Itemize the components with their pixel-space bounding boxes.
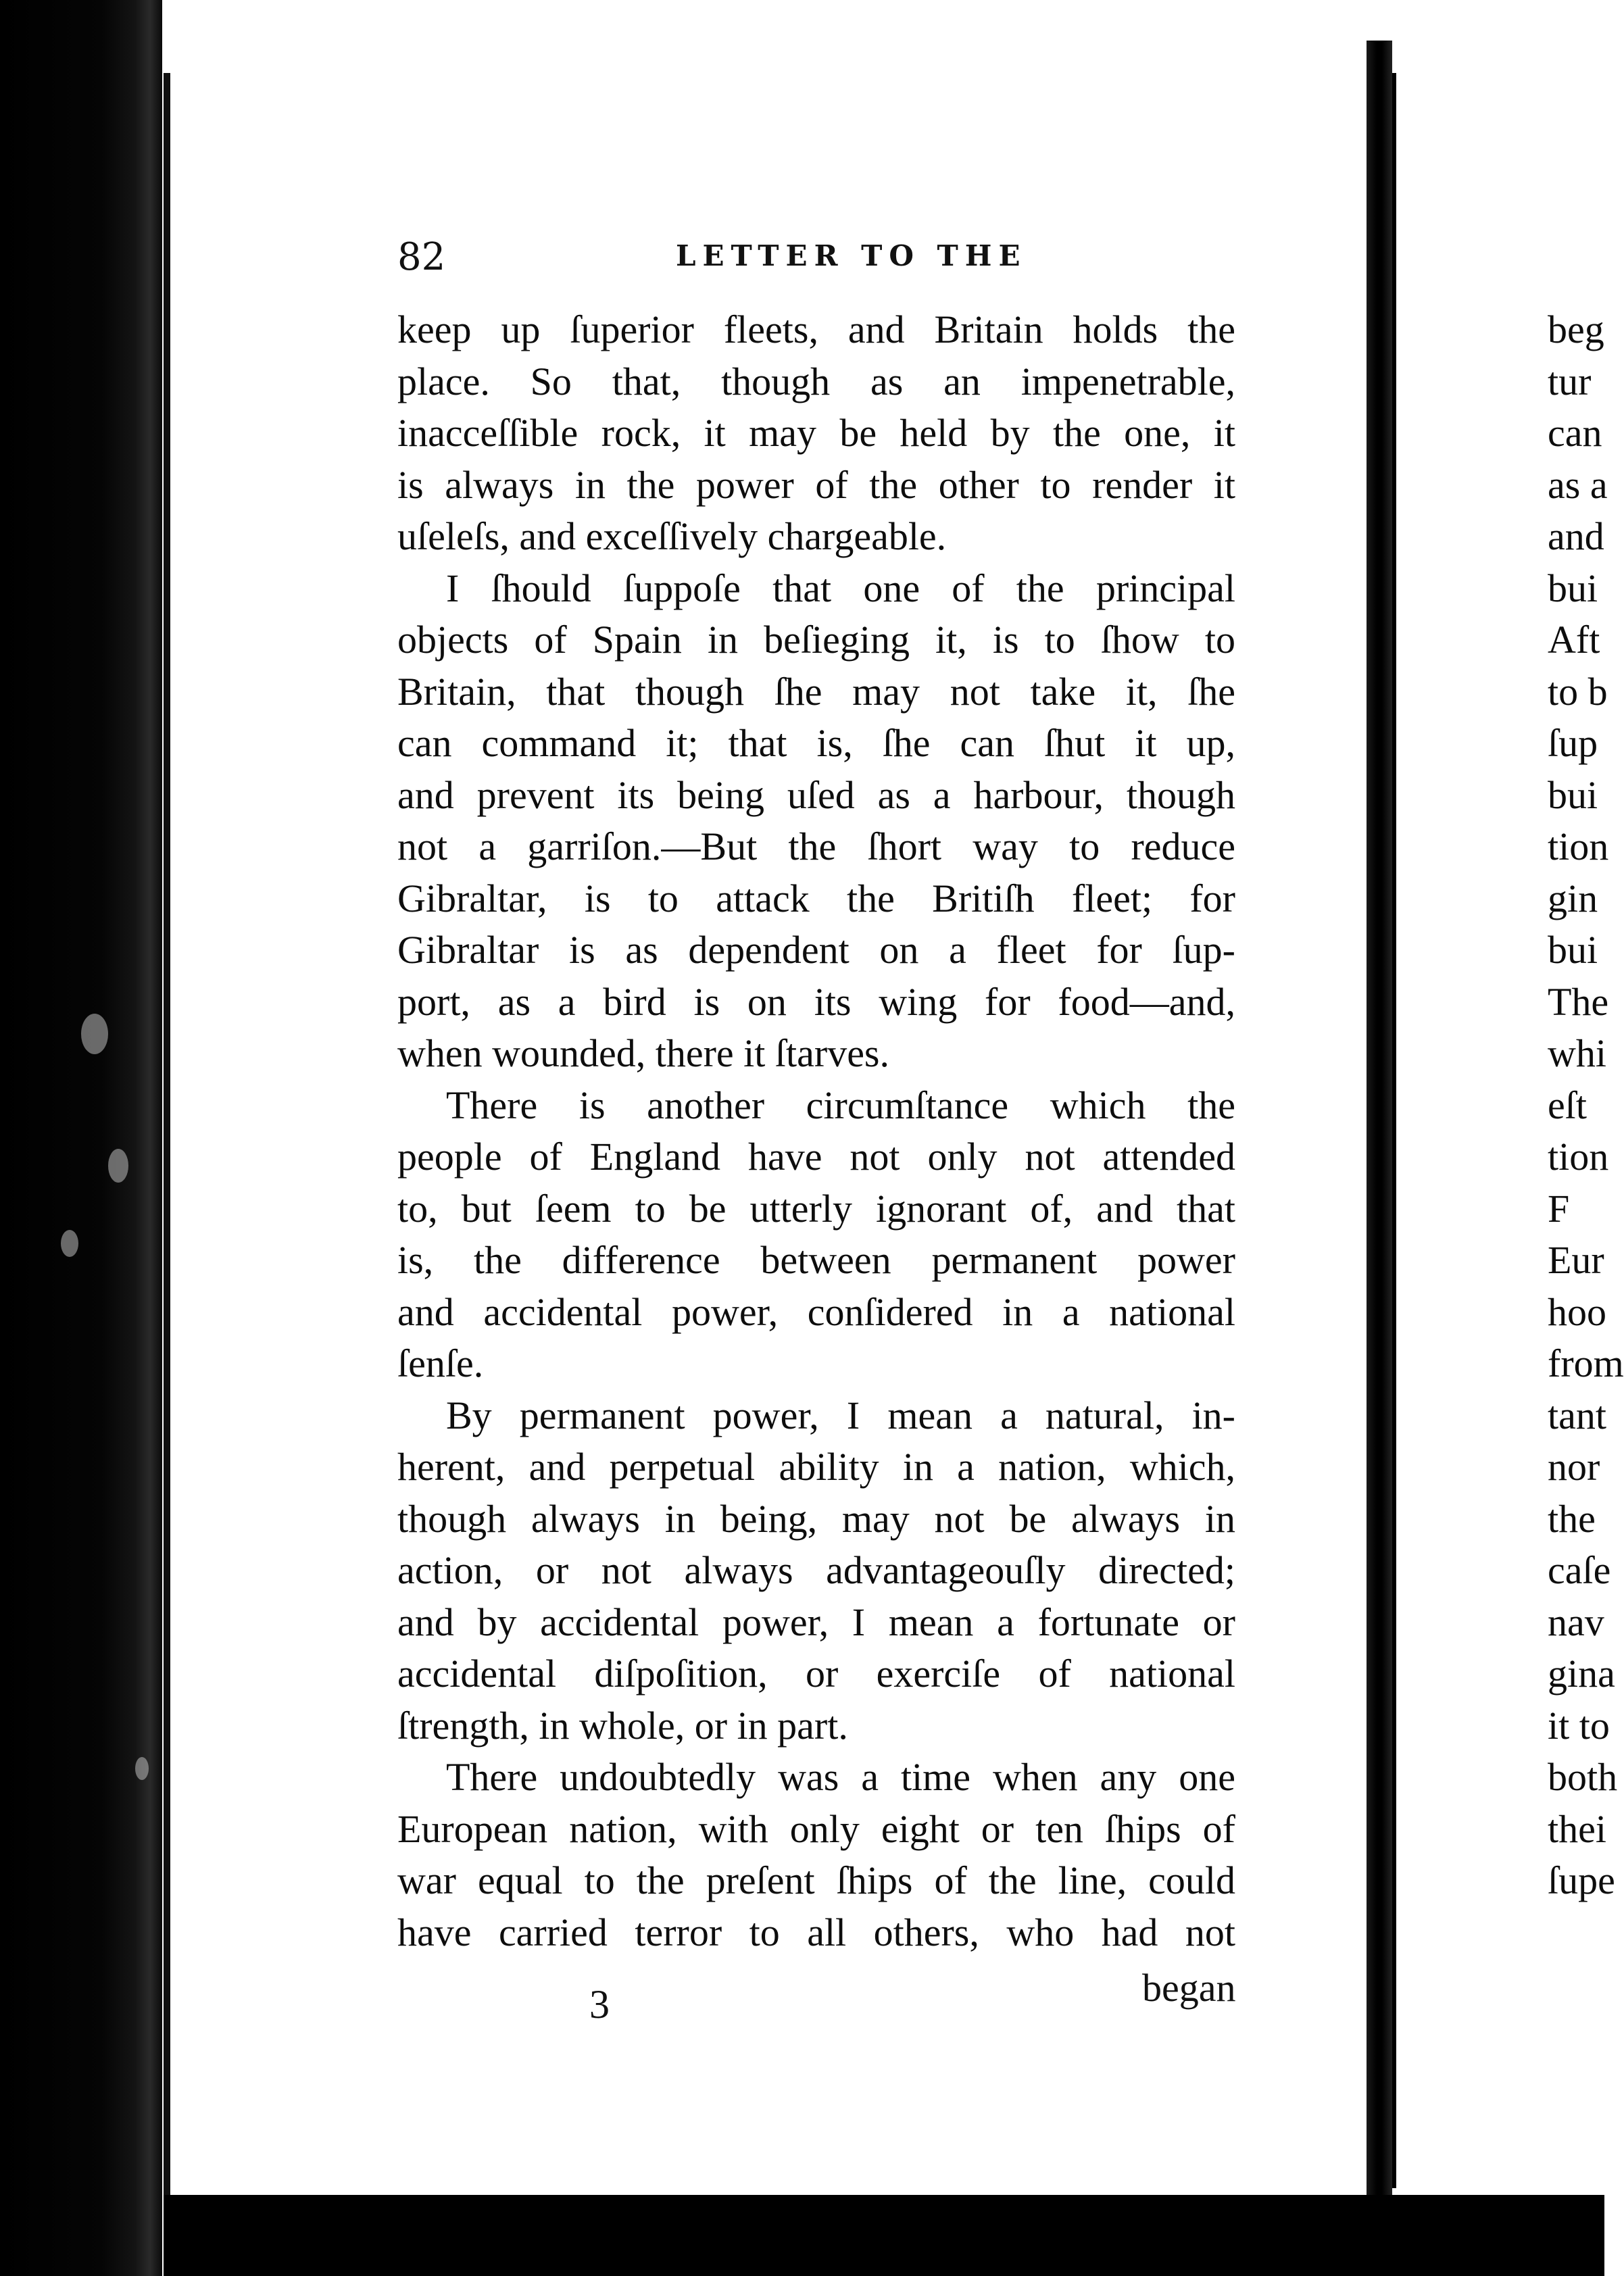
text-line: inacceſſible rock, it may be held by the one, it — [397, 411, 1235, 455]
text-line: keep up ſuperior fleets, and Britain holds the — [397, 307, 1235, 351]
right-page-fragment: both — [1548, 1755, 1618, 1799]
text-line: and accidental power, conſidered in a national — [397, 1289, 1235, 1334]
text-line: uſeleſs, and exceſſively chargeable. — [397, 514, 947, 558]
text-line: is always in the power of the other to render it — [397, 462, 1235, 507]
right-page-fragment: The — [1548, 979, 1609, 1024]
text-line: is, the difference between permanent power — [397, 1238, 1235, 1282]
text-line: port, as a bird is on its wing for food—and, — [397, 979, 1235, 1024]
text-line: and by accidental power, I mean a fortunate or — [397, 1600, 1235, 1644]
right-page-fragment: bui — [1548, 566, 1598, 610]
page-gutter — [1367, 41, 1392, 2230]
right-page-fragment: bui — [1548, 772, 1598, 817]
right-page-fragment: caſe — [1548, 1548, 1611, 1592]
right-page-fragment: eſt — [1548, 1083, 1587, 1127]
right-page-fragment: ſup — [1548, 721, 1598, 765]
text-line: Gibraltar, is to attack the Britiſh fleet; for — [397, 876, 1235, 920]
page-number: 82 — [397, 235, 446, 279]
text-line: By permanent power, I mean a natural, in- — [446, 1393, 1235, 1437]
right-page-fragment: gin — [1548, 876, 1598, 920]
text-line: though always in being, may not be always in — [397, 1496, 1235, 1541]
text-line: There is another circumſtance which the — [446, 1083, 1235, 1127]
text-line: objects of Spain in beſieging it, is to ſhow to — [397, 618, 1235, 662]
binding-speck — [81, 1014, 108, 1054]
text-line: people of England have not only not attended — [397, 1135, 1235, 1179]
right-page-fragment: as a — [1548, 462, 1608, 507]
text-line: herent, and perpetual ability in a nation, which, — [397, 1445, 1235, 1489]
right-page-fragment: the — [1548, 1496, 1596, 1541]
text-line: place. So that, though as an impenetrable, — [397, 359, 1235, 403]
text-line: Britain, that though ſhe may not take it, ſhe — [397, 669, 1235, 714]
text-line: ſtrength, in whole, or in part. — [397, 1703, 848, 1748]
text-line: ſenſe. — [397, 1341, 484, 1385]
binding-speck — [135, 1757, 149, 1780]
text-line: I ſhould ſuppoſe that one of the principal — [446, 566, 1235, 610]
text-line: have carried terror to all others, who had not — [397, 1910, 1235, 1954]
right-page-fragment: tion — [1548, 1135, 1609, 1179]
bottom-scan-edge — [164, 2195, 1604, 2276]
right-page-fragment: F — [1548, 1186, 1570, 1231]
text-line: accidental diſpoſition, or exerciſe of national — [397, 1652, 1235, 1696]
right-page-fragment: and — [1548, 514, 1604, 558]
binding-speck — [108, 1149, 128, 1183]
right-page-fragment: tur — [1548, 359, 1592, 403]
right-page-fragment: nav — [1548, 1600, 1604, 1644]
text-line: not a garriſon.—But the ſhort way to reduce — [397, 824, 1235, 868]
text-line: war equal to the preſent ſhips of the line, could — [397, 1858, 1235, 1902]
book-binding-edge — [0, 0, 162, 2276]
right-page-fragment: it to — [1548, 1703, 1610, 1748]
right-page-fragment: to b — [1548, 669, 1608, 714]
right-page-fragment: beg — [1548, 307, 1604, 351]
right-page-fragment: Aft — [1548, 618, 1600, 662]
right-page-fragment: nor — [1548, 1445, 1600, 1489]
right-page-text-fragments — [1548, 304, 1624, 1907]
running-head-title: LETTER TO THE — [676, 239, 1027, 272]
right-page-fragment: can — [1548, 411, 1602, 455]
right-page-fragment: Eur — [1548, 1238, 1604, 1282]
text-line: There undoubtedly was a time when any one — [446, 1755, 1235, 1799]
text-line: can command it; that is, ſhe can ſhut it up, — [397, 721, 1235, 765]
right-page-fragment: bui — [1548, 928, 1598, 972]
right-page-fragment: from — [1548, 1341, 1624, 1385]
running-head — [397, 235, 1235, 282]
catchword: began — [1142, 1966, 1236, 2010]
text-line: European nation, with only eight or ten ſhips of — [397, 1806, 1235, 1851]
text-line: Gibraltar is as dependent on a fleet for ſup- — [397, 928, 1235, 972]
text-line: when wounded, there it ſtarves. — [397, 1031, 890, 1075]
right-page-fragment: thei — [1548, 1806, 1606, 1851]
right-page-fragment: tion — [1548, 824, 1609, 868]
text-line: action, or not always advantageouſly directed; — [397, 1548, 1235, 1592]
signature-mark: 3 — [589, 1982, 610, 2027]
right-page-fragment: whi — [1548, 1031, 1606, 1075]
body-text — [397, 304, 1235, 1958]
text-line: to, but ſeem to be utterly ignorant of, and that — [397, 1186, 1235, 1231]
text-line: and prevent its being uſed as a harbour, though — [397, 772, 1235, 817]
right-page-fragment: tant — [1548, 1393, 1606, 1437]
right-page-fragment: ſupe — [1548, 1858, 1615, 1902]
right-page-fragment: hoo — [1548, 1289, 1606, 1334]
right-page-fragment: gina — [1548, 1652, 1615, 1696]
binding-speck — [61, 1230, 78, 1257]
